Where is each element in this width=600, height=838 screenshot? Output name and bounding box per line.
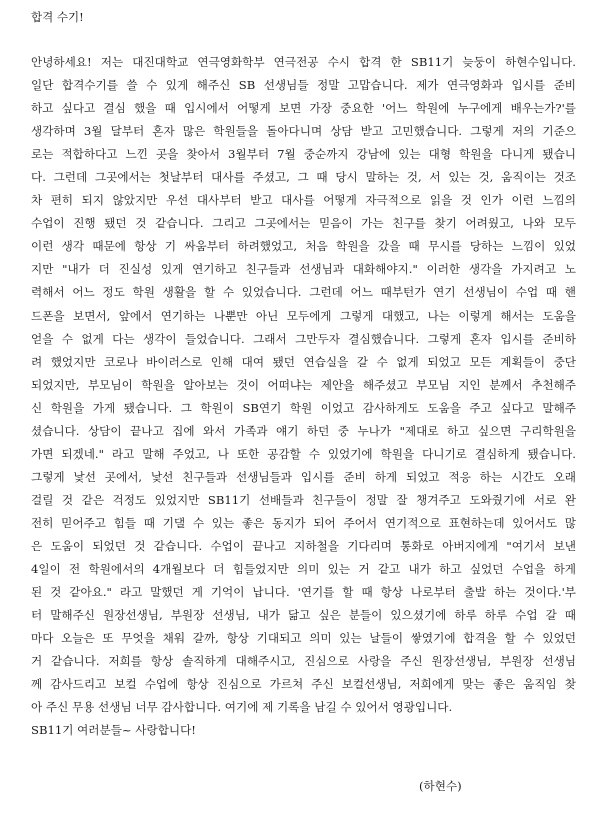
author-signature: (하현수) <box>419 779 462 793</box>
text-line: 4일이 전 학원에서의 4개월보다 더 힘들었지만 의미 있는 거 같고 내가 하고 싶었던 수업을 하게 <box>31 562 576 577</box>
text-line: 된 것 같아요." 라고 말했던 게 기억이 납니다. '연기를 할 때 항상 나로부터 출발 하는 것이다.'부 <box>31 585 576 600</box>
text-line: 드폰을 보면서, 앞에서 연기하는 나뿐만 아닌 모두에게 그렇게 대했고, 나는 이렇게 해서는 도움을 <box>31 308 576 323</box>
text-line: 얻을 수 없게 다는 생각이 들었습니다. 그래서 그만두자 결심했습니다. 그렇게 혼자 입시를 준비하 <box>31 331 576 346</box>
text-line: 걸릴 것 같은 걱정도 있었지만 SB11기 선배들과 친구들이 정말 잘 챙겨주고 도와줬기에 서로 완 <box>31 492 576 507</box>
text-line: 은 도움이 되었던 것 같습니다. 수업이 끝나고 지하철을 기다리며 통화로 아버지에게 "여기서 보낸 <box>31 538 576 553</box>
testimonial-body <box>31 51 576 742</box>
text-line: 터 말해주신 원장선생님, 부원장 선생님, 내가 닮고 싶은 분들이 있으셨기에 하루 하루 수업 갈 때 <box>31 608 576 623</box>
text-line: 전히 믿어주고 힘들 때 기댈 수 있는 좋은 동지가 되어 주어서 연기적으로 표현하는데 있어서도 많 <box>31 515 576 530</box>
text-line: 안녕하세요! 저는 대진대학교 연극영화학부 연극전공 수시 합격 한 SB11기 늦둥이 하현수입니다. <box>31 55 576 69</box>
document-heading: 합격 수기! <box>31 10 84 24</box>
text-line: 차 편히 되지 않았지만 우선 대사부터 받고 대사를 어떻게 자극적으로 읽을 것 인가 이런 느낌의 <box>31 193 576 208</box>
text-line: 아 주신 무용 선생님 너무 감사합니다. 여기에 제 기록을 남길 수 있어서 영광입니다. <box>31 700 453 715</box>
closing-line: SB11기 여러분들~ 사랑합니다! <box>31 723 196 738</box>
text-line: 그렇게 낯선 곳에서, 낯선 친구들과 선생님들과 입시를 준비 하게 되었고 적응 하는 시간도 오래 <box>31 469 576 484</box>
text-line: 이런 생각 때문에 항상 기 싸움부터 하려했었고, 처음 학원을 갔을 때 무시를 당하는 느낌이 있었 <box>31 239 576 254</box>
text-line: 려 했었지만 코로나 바이러스로 인해 대여 됐던 연습실을 갈 수 없게 되었고 모든 계획들이 중단 <box>31 354 576 369</box>
text-line: 마다 오늘은 또 무엇을 채워 갈까, 항상 기대되고 의미 있는 날들이 쌓였기에 합격을 할 수 있었던 <box>31 631 576 646</box>
text-line: 신 학원을 가게 됐습니다. 그 학원이 SB연기 학원 이었고 감사하게도 도움을 주고 싶다고 말해주 <box>31 400 576 415</box>
text-line: 수업이 진행 됐던 것 같습니다. 그리고 그곳에서는 믿음이 가는 친구를 찾기 어려웠고, 나와 모두 <box>31 216 576 231</box>
text-line: 력해서 어느 정도 학원 생활을 할 수 있었습니다. 그런데 어느 때부턴가 연기 선생님이 수업 때 핸 <box>31 285 576 300</box>
text-line: 지만 "내가 더 진실성 있게 연기하고 친구들과 선생님과 대화해야지." 이러한 생각을 가지려고 노 <box>31 262 576 277</box>
text-line: 하고 싶다고 결심 했을 때 입시에서 어떻게 보면 가장 중요한 '어느 학원에 누구에게 배우는가?'를 <box>31 101 576 116</box>
text-line: 께 감사드리고 보컬 수업에 항상 진심으로 가르쳐 주신 보컬선생님, 저희에게 맞는 좋은 움직임 찾 <box>31 677 576 692</box>
text-line: 다. 그런데 그곳에서는 첫날부터 대사를 주셨고, 그 때 당시 말하는 것, 서 있는 것, 움직이는 것조 <box>31 170 576 185</box>
text-line: 되었지만, 부모님이 학원을 알아보는 것이 어떠냐는 제안을 해주셨고 부모님 지인 분께서 추천해주 <box>31 377 576 392</box>
text-line: 셨습니다. 상담이 끝나고 집에 와서 가족과 얘기 하던 중 누나가 "제대로 하고 싶으면 구리학원을 <box>31 423 576 438</box>
text-line: 생각하며 3월 달부터 혼자 많은 학원들을 돌아다니며 상담 받고 고민했습니다. 그렇게 저의 기준으 <box>31 124 576 139</box>
text-line: 거 같습니다. 저희를 항상 솔직하게 대해주시고, 진심으로 사랑을 주신 원장선생님, 부원장 선생님 <box>31 654 576 669</box>
text-line: 가면 되겠네." 라고 말해 주었고, 나 또한 공감할 수 있었기에 학원을 다니기로 결심하게 됐습니다. <box>31 446 576 461</box>
text-line: 일단 합격수기를 쓸 수 있게 해주신 SB 선생님들 정말 고맙습니다. 제가 연극영화과 입시를 준비 <box>31 78 576 93</box>
text-line: 로는 적합하다고 느낀 곳을 찾아서 3월부터 7월 중순까지 강남에 있는 대형 학원을 다니게 됐습니 <box>31 147 576 162</box>
